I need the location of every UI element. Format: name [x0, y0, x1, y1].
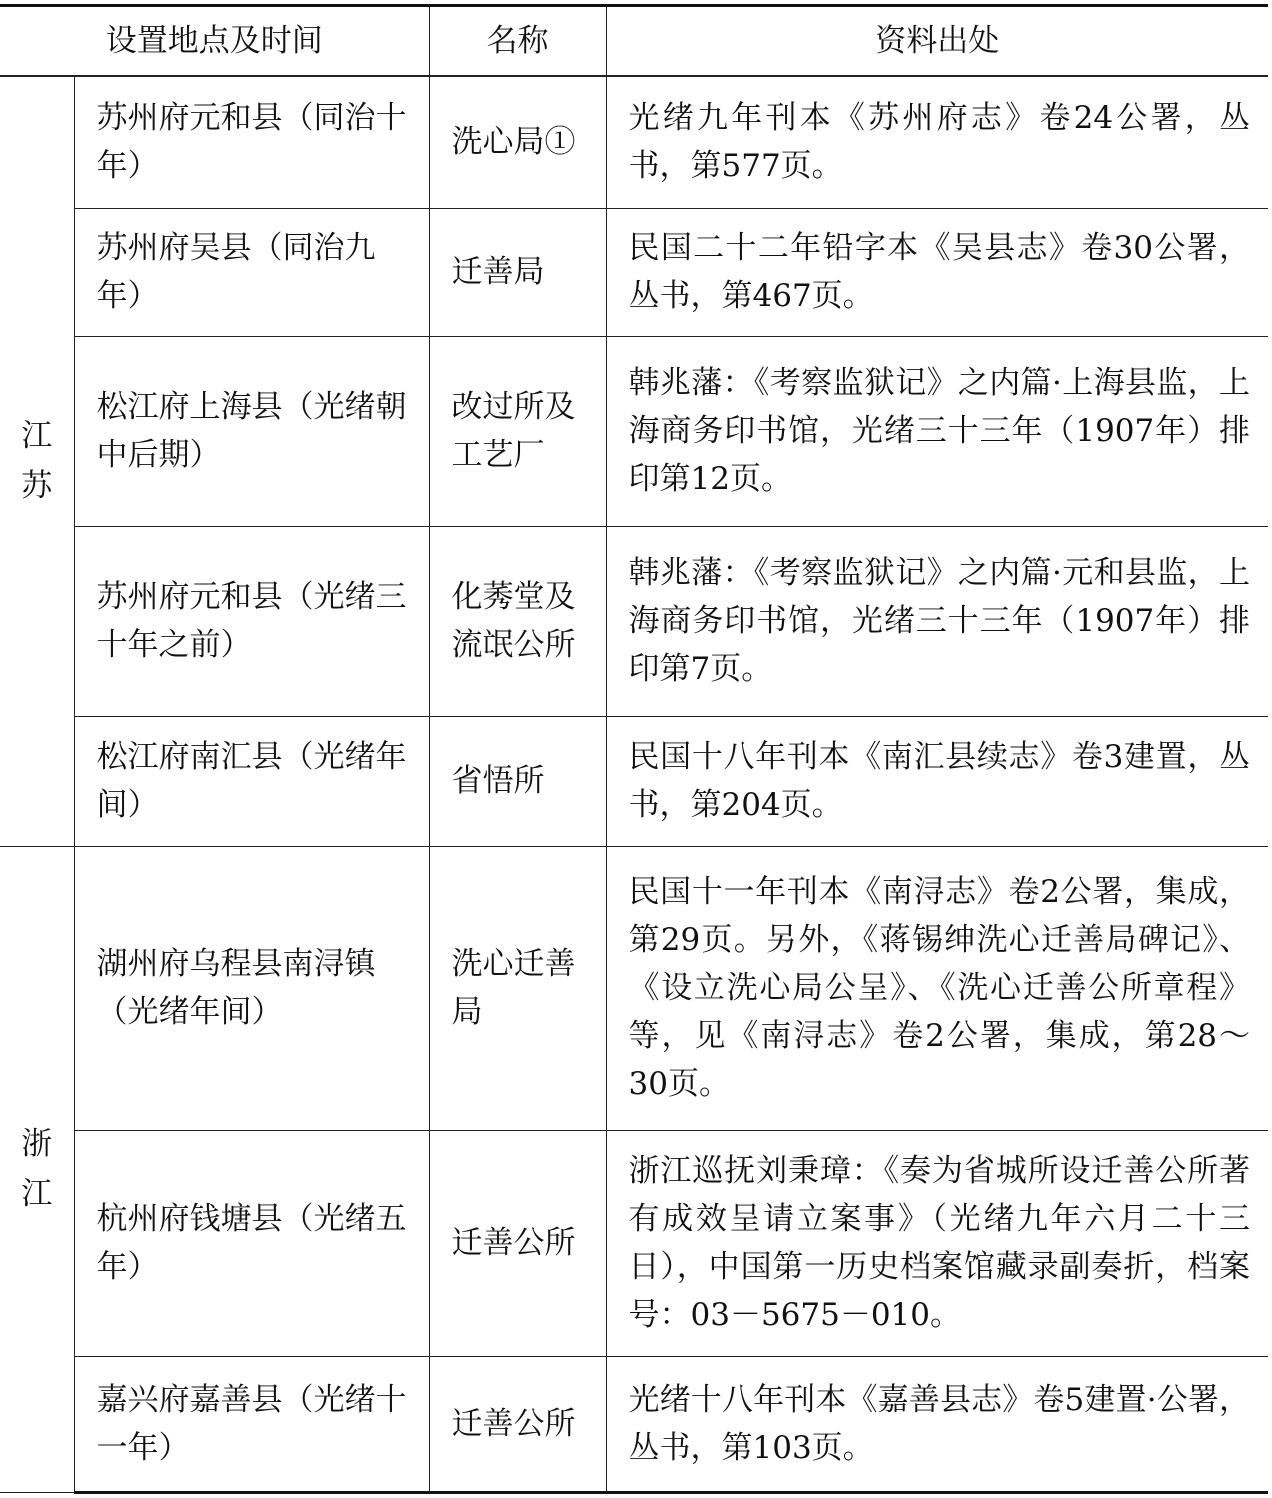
- source-cell: 浙江巡抚刘秉璋：《奏为省城所设迁善公所著有成效呈请立案事》（光绪九年六月二十三日），中国第一历史档案馆藏录副奏折，档案号：03－5675－010。: [606, 1130, 1268, 1356]
- location-cell: 松江府南汇县（光绪年间）: [74, 716, 429, 846]
- province-cell-jiangsu: [0, 76, 74, 846]
- province-char: 江: [21, 1176, 53, 1212]
- province-char: 浙: [21, 1126, 53, 1162]
- source-cell: 光绪十八年刊本《嘉善县志》卷5建置·公署，丛书，第103页。: [606, 1356, 1268, 1492]
- table-body: [0, 76, 1268, 1492]
- source-cell: 民国十八年刊本《南汇县续志》卷3建置，丛书，第204页。: [606, 716, 1268, 846]
- table-row: [0, 76, 1268, 208]
- table-row: [0, 1356, 1268, 1492]
- location-cell: 苏州府元和县（光绪三十年之前）: [74, 526, 429, 716]
- header-name: 名称: [429, 6, 606, 77]
- header-location-time: 设置地点及时间: [0, 6, 429, 77]
- table-header: [0, 6, 1268, 77]
- province-cell-zhejiang: [0, 846, 74, 1492]
- institution-table: [0, 4, 1268, 1494]
- name-cell: 迁善局: [429, 208, 606, 336]
- name-cell: 洗心迁善局: [429, 846, 606, 1130]
- location-cell: 苏州府元和县（同治十年）: [74, 76, 429, 208]
- location-cell: 松江府上海县（光绪朝中后期）: [74, 336, 429, 526]
- table-row: [0, 526, 1268, 716]
- source-cell: 光绪九年刊本《苏州府志》卷24公署，丛书，第577页。: [606, 76, 1268, 208]
- table-row: [0, 208, 1268, 336]
- name-cell: 省悟所: [429, 716, 606, 846]
- location-cell: 湖州府乌程县南浔镇（光绪年间）: [74, 846, 429, 1130]
- location-cell: 杭州府钱塘县（光绪五年）: [74, 1130, 429, 1356]
- header-source: 资料出处: [606, 6, 1268, 77]
- name-cell: 迁善公所: [429, 1356, 606, 1492]
- table-row: [0, 716, 1268, 846]
- name-cell: 迁善公所: [429, 1130, 606, 1356]
- location-cell: 嘉兴府嘉善县（光绪十一年）: [74, 1356, 429, 1492]
- table-row: [0, 1130, 1268, 1356]
- province-char: 江: [21, 418, 53, 455]
- province-char: 苏: [21, 468, 53, 505]
- source-cell: 民国二十二年铅字本《吴县志》卷30公署，丛书，第467页。: [606, 208, 1268, 336]
- table-row: [0, 846, 1268, 1130]
- source-cell: 民国十一年刊本《南浔志》卷2公署，集成，第29页。另外，《蒋锡绅洗心迁善局碑记》、《设立洗心局公呈》、《洗心迁善公所章程》等，见《南浔志》卷2公署，集成，第28～30页。: [606, 846, 1268, 1130]
- source-cell: 韩兆藩：《考察监狱记》之内篇·上海县监，上海商务印书馆，光绪三十三年（1907年）排印第12页。: [606, 336, 1268, 526]
- name-cell: 化莠堂及流氓公所: [429, 526, 606, 716]
- table-row: [0, 336, 1268, 526]
- name-cell: 洗心局①: [429, 76, 606, 208]
- source-cell: 韩兆藩：《考察监狱记》之内篇·元和县监，上海商务印书馆，光绪三十三年（1907年）排印第7页。: [606, 526, 1268, 716]
- name-cell: 改过所及工艺厂: [429, 336, 606, 526]
- location-cell: 苏州府吴县（同治九年）: [74, 208, 429, 336]
